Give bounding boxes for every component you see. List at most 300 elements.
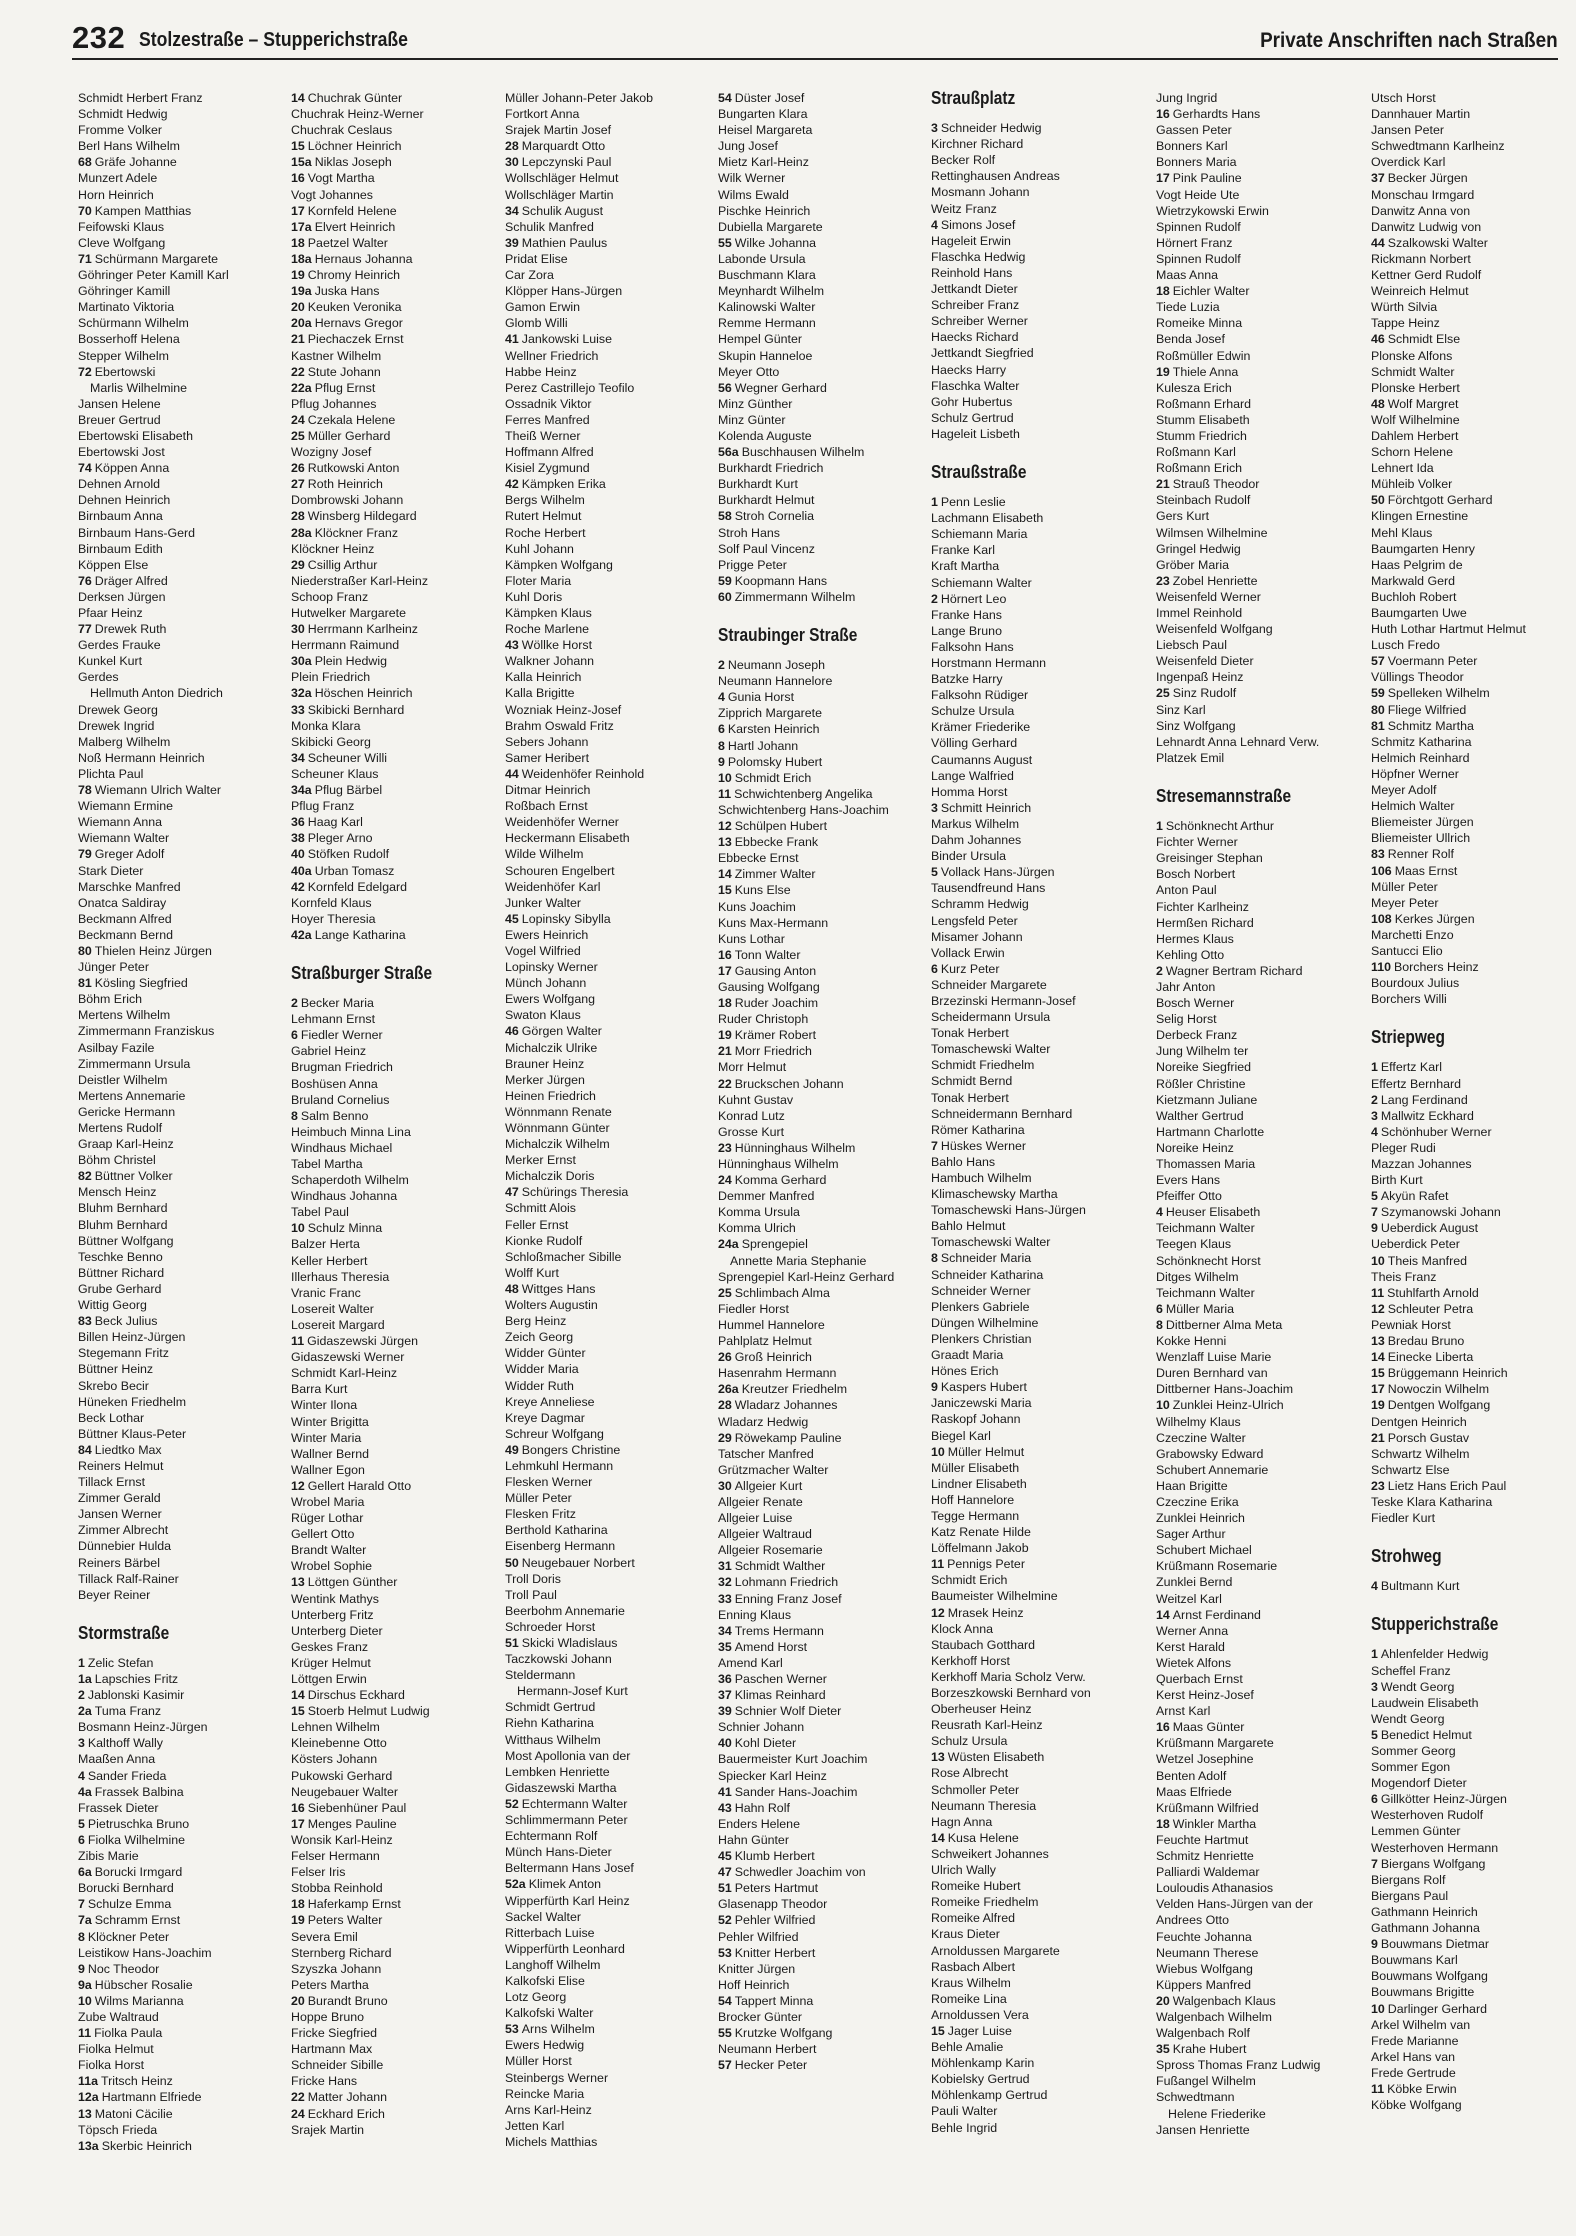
resident-name: Habbe Heinz — [505, 364, 577, 379]
resident-name: Eichler Walter — [1172, 284, 1250, 299]
resident-name: Polomsky Hubert — [727, 754, 823, 769]
directory-entry — [1156, 1381, 1338, 1397]
house-number: 17a — [291, 219, 312, 234]
directory-entry — [78, 299, 260, 315]
resident-name: Löffelmann Jakob — [931, 1541, 1029, 1556]
directory-entry — [718, 1574, 900, 1590]
resident-name: Drewek Ruth — [94, 622, 167, 637]
directory-entry — [291, 476, 473, 492]
resident-name: Pflug Franz — [291, 799, 355, 814]
resident-name: Remme Hermann — [718, 316, 816, 331]
resident-name: Lietz Hans Erich Paul — [1387, 1478, 1507, 1493]
resident-name: Stroh Hans — [718, 525, 780, 540]
resident-name: Schmoller Peter — [931, 1782, 1020, 1797]
resident-name: Gidaszewski Werner — [291, 1350, 405, 1365]
resident-name: Kalinowski Walter — [718, 300, 816, 315]
resident-name: Falksohn Rüdiger — [931, 688, 1029, 703]
resident-name: Deistler Wilhelm — [78, 1072, 168, 1087]
resident-name: Stegemann Fritz — [78, 1346, 169, 1361]
directory-entry — [718, 203, 900, 219]
directory-entry — [1371, 895, 1553, 911]
directory-entry — [291, 508, 473, 524]
resident-name: Schmitz Martha — [1387, 718, 1474, 733]
directory-entry — [78, 1442, 260, 1458]
directory-entry — [1156, 1784, 1338, 1800]
directory-entry — [78, 187, 260, 203]
resident-name: Kuns Else — [734, 883, 791, 898]
house-number: 11 — [1371, 1285, 1385, 1300]
resident-name: Westerhoven Hermann — [1371, 1840, 1499, 1855]
resident-name: Scheffel Franz — [1371, 1663, 1451, 1678]
resident-name: Falksohn Hans — [931, 639, 1014, 654]
resident-name: Beerbohm Annemarie — [505, 1603, 625, 1618]
resident-name: Frassek Dieter — [78, 1800, 159, 1815]
directory-entry — [1371, 525, 1553, 541]
directory-entry — [291, 895, 473, 911]
directory-entry — [931, 929, 1113, 945]
resident-name: Teichmann Walter — [1156, 1285, 1255, 1300]
directory-entry — [718, 1832, 900, 1848]
directory-entry — [718, 1687, 900, 1703]
resident-name: Köppen Else — [78, 557, 149, 572]
house-number: 40 — [718, 1736, 732, 1751]
directory-entry — [505, 2118, 687, 2134]
resident-name: Berl Hans Wilhelm — [78, 139, 180, 154]
resident-name: Rasbach Albert — [931, 1959, 1016, 1974]
resident-name: Vranic Franc — [291, 1285, 361, 1300]
directory-entry — [1371, 1220, 1553, 1236]
resident-name: Kämpken Klaus — [505, 606, 592, 620]
directory-entry — [931, 2103, 1113, 2119]
directory-entry — [931, 1411, 1113, 1427]
resident-name: Behle Amalie — [931, 2040, 1004, 2055]
directory-entry — [718, 1027, 900, 1043]
resident-name: Kohl Dieter — [734, 1736, 797, 1751]
resident-name: Illerhaus Theresia — [291, 1269, 390, 1284]
resident-name: Fiolka Horst — [78, 2058, 145, 2073]
directory-entry — [1371, 1269, 1553, 1285]
resident-name: Löttgen Erwin — [291, 1672, 367, 1686]
directory-entry — [505, 235, 687, 251]
resident-name: Schwichtenberg Angelika — [734, 786, 873, 801]
directory-entry — [931, 623, 1113, 639]
house-number: 42a — [291, 927, 312, 942]
resident-name: Gröber Maria — [1156, 557, 1229, 572]
resident-name: Neugebauer Norbert — [521, 1555, 635, 1570]
resident-name: Romeike Hubert — [931, 1879, 1021, 1894]
directory-entry — [931, 1975, 1113, 1991]
directory-entry — [505, 1281, 687, 1297]
resident-name: Ebbecke Frank — [734, 835, 819, 850]
directory-entry — [931, 1041, 1113, 1057]
directory-entry — [78, 1977, 260, 1993]
directory-entry — [931, 1299, 1113, 1315]
resident-name: Teichmann Walter — [1156, 1221, 1255, 1236]
resident-name: Hambuch Wilhelm — [931, 1171, 1032, 1185]
house-number: 10 — [78, 1993, 92, 2008]
resident-name: Neumann Therese — [1156, 1945, 1259, 1960]
directory-entry — [1156, 187, 1338, 203]
directory-entry — [931, 378, 1113, 394]
resident-name: Junker Walter — [505, 895, 581, 910]
resident-name: Biergans Rolf — [1371, 1872, 1446, 1887]
resident-name: Bouwmans Dietmar — [1380, 1937, 1490, 1952]
directory-entry — [931, 233, 1113, 249]
directory-entry — [505, 1265, 687, 1281]
resident-name: Kastner Wilhelm — [291, 348, 382, 363]
resident-name: Gellert Harald Otto — [307, 1478, 412, 1493]
resident-name: Pennigs Peter — [947, 1557, 1025, 1572]
house-number: 40a — [291, 863, 312, 878]
resident-name: Dittberner Hans-Joachim — [1156, 1382, 1294, 1397]
resident-name: Tomaschewski Walter — [931, 1235, 1051, 1250]
resident-name: Feller Ernst — [505, 1217, 569, 1232]
resident-name: Reiners Helmut — [78, 1458, 164, 1473]
resident-name: Wrobel Maria — [291, 1494, 365, 1509]
house-number: 12 — [718, 819, 732, 834]
directory-entry — [1156, 1639, 1338, 1655]
directory-entry — [931, 249, 1113, 265]
resident-name: Haag Karl — [307, 815, 363, 830]
resident-name: Romeike Minna — [1156, 316, 1243, 331]
directory-entry — [291, 557, 473, 573]
directory-entry — [1156, 1269, 1338, 1285]
directory-entry — [718, 1526, 900, 1542]
resident-name: Bluhm Bernhard — [78, 1201, 168, 1216]
resident-name: Ebbecke Ernst — [718, 851, 799, 866]
house-number: 4 — [1371, 1579, 1378, 1594]
directory-entry — [718, 1043, 900, 1059]
resident-name: Stöfken Rudolf — [307, 847, 390, 862]
resident-name: Wallner Egon — [291, 1462, 365, 1477]
directory-entry — [718, 476, 900, 492]
directory-entry — [718, 1333, 900, 1349]
house-number: 21 — [1156, 477, 1170, 492]
resident-name: Zelic Stefan — [87, 1655, 154, 1670]
directory-entry — [1156, 2057, 1338, 2073]
resident-name: Kalkofski Elise — [505, 1973, 585, 1988]
resident-name: Gathmann Johanna — [1371, 1921, 1480, 1936]
directory-entry — [1371, 1984, 1553, 2000]
resident-name: Theis Franz — [1371, 1269, 1437, 1284]
directory-entry — [718, 557, 900, 573]
resident-name: Vogt Martha — [307, 171, 375, 186]
resident-name: Marchetti Enzo — [1371, 927, 1454, 942]
resident-name: Kunkel Kurt — [78, 654, 143, 669]
resident-name: Wipperfürth Leonhard — [505, 1941, 625, 1956]
section-title: Private Anschriften nach Straßen — [1260, 29, 1558, 52]
resident-name: Unterberg Dieter — [291, 1623, 383, 1638]
house-number: 1 — [1371, 1647, 1378, 1662]
resident-name: Brüggemann Heinrich — [1387, 1366, 1508, 1381]
resident-name: Pahlplatz Helmut — [718, 1334, 812, 1349]
resident-name: Heisel Margareta — [718, 123, 813, 138]
directory-entry — [505, 460, 687, 476]
resident-name: Brugman Friedrich — [291, 1060, 393, 1075]
house-number: 18 — [1156, 284, 1170, 299]
resident-name: Plonske Herbert — [1371, 380, 1460, 395]
directory-entry — [931, 217, 1113, 233]
resident-name: Ewers Wolfgang — [505, 992, 595, 1007]
resident-name: Wolff Kurt — [505, 1265, 559, 1280]
directory-entry — [78, 846, 260, 862]
directory-entry — [291, 750, 473, 766]
resident-name: Mathien Paulus — [521, 235, 608, 250]
directory-entry — [1371, 299, 1553, 315]
resident-name: Kulesza Erich — [1156, 380, 1232, 395]
resident-name: Lemmen Günter — [1371, 1824, 1461, 1839]
resident-name: Utsch Horst — [1371, 91, 1436, 105]
resident-name: Mazzan Johannes — [1371, 1157, 1472, 1171]
directory-entry — [1371, 1317, 1553, 1333]
directory-entry — [78, 863, 260, 879]
resident-name: Stoerb Helmut Ludwig — [307, 1704, 430, 1719]
house-number: 41 — [505, 332, 519, 347]
directory-entry — [718, 1961, 900, 1977]
resident-name: Kerkhoff Horst — [931, 1653, 1010, 1668]
house-number: 13 — [78, 2106, 92, 2121]
resident-name: Schmidt Erich — [734, 770, 812, 785]
directory-entry — [505, 1345, 687, 1361]
directory-entry — [505, 1168, 687, 1184]
directory-entry — [1156, 348, 1338, 364]
resident-name: Köbke Erwin — [1387, 2081, 1457, 2096]
resident-name: Ewers Heinrich — [505, 927, 589, 942]
resident-name: Eckhard Erich — [307, 2106, 385, 2121]
house-number: 77 — [78, 622, 92, 637]
resident-name: Borchers Heinz — [1394, 960, 1479, 975]
house-number: 4 — [718, 690, 725, 705]
resident-name: Wietek Alfons — [1156, 1655, 1232, 1670]
house-number: 8 — [718, 738, 725, 753]
resident-name: Römer Katharina — [931, 1122, 1025, 1137]
directory-entry — [718, 2041, 900, 2057]
resident-name: Gericke Hermann — [78, 1104, 176, 1119]
resident-name: Mertens Annemarie — [78, 1088, 186, 1103]
resident-name: Konrad Lutz — [718, 1108, 785, 1123]
directory-entry — [1156, 1896, 1338, 1912]
resident-name: Schmidt Karl-Heinz — [291, 1366, 398, 1381]
resident-name: Minz Günther — [718, 396, 793, 411]
directory-entry — [291, 170, 473, 186]
resident-name: Allgeier Waltraud — [718, 1527, 812, 1542]
directory-entry — [1371, 1775, 1553, 1791]
house-number: 34 — [718, 1623, 732, 1638]
resident-name: Fiedler Horst — [718, 1301, 789, 1316]
directory-entry — [291, 2106, 473, 2122]
resident-name: Michalczik Wilhelm — [505, 1137, 610, 1152]
directory-entry — [931, 703, 1113, 719]
directory-entry — [1156, 995, 1338, 1011]
directory-entry — [1156, 2073, 1338, 2089]
directory-entry — [78, 814, 260, 830]
resident-name: Teske Klara Katharina — [1371, 1494, 1493, 1509]
directory-entry — [931, 265, 1113, 281]
resident-name: Groß Heinrich — [734, 1350, 812, 1365]
directory-entry — [78, 122, 260, 138]
house-number: 45 — [505, 911, 519, 926]
resident-name: Büttner Volker — [94, 1169, 173, 1184]
resident-name: Hermann-Josef Kurt — [517, 1684, 628, 1699]
directory-entry — [505, 1313, 687, 1329]
directory-entry — [1156, 1076, 1338, 1092]
resident-name: Stepper Wilhelm — [78, 348, 169, 363]
directory-entry — [1156, 637, 1338, 653]
directory-entry — [1371, 1872, 1553, 1888]
resident-name: Töpsch Frieda — [78, 2122, 158, 2137]
resident-name: Beyer Reiner — [78, 1587, 151, 1602]
resident-name: Biergans Paul — [1371, 1888, 1449, 1903]
resident-name: Krämer Robert — [734, 1028, 817, 1043]
resident-name: Trems Hermann — [734, 1623, 824, 1638]
directory-entry — [931, 510, 1113, 526]
directory-entry — [931, 1170, 1113, 1186]
resident-name: Zimmermann Franziskus — [78, 1024, 215, 1039]
directory-entry — [505, 1683, 687, 1699]
directory-entry — [291, 1108, 473, 1124]
resident-name: Schneider Katharina — [931, 1267, 1044, 1282]
house-number: 28a — [291, 525, 312, 540]
column-5 — [931, 90, 1113, 2220]
resident-name: Graadt Maria — [931, 1348, 1004, 1363]
resident-name: Kerkhoff Maria Scholz Verw. — [931, 1669, 1086, 1684]
directory-entry — [931, 2055, 1113, 2071]
directory-entry — [931, 1476, 1113, 1492]
resident-name: Burkhardt Friedrich — [718, 461, 824, 476]
house-number: 52 — [505, 1796, 519, 1811]
directory-entry — [1156, 1285, 1338, 1301]
resident-name: Lohmann Friedrich — [734, 1575, 839, 1590]
directory-entry — [505, 991, 687, 1007]
resident-name: Darlinger Gerhard — [1387, 2001, 1487, 2016]
directory-entry — [718, 1751, 900, 1767]
directory-entry — [291, 995, 473, 1011]
resident-name: Borucki Bernhard — [78, 1881, 174, 1896]
resident-name: Szalkowski Walter — [1387, 235, 1488, 250]
directory-entry — [291, 122, 473, 138]
directory-entry — [931, 2071, 1113, 2087]
directory-entry — [718, 525, 900, 541]
resident-name: Spelleken Wilhelm — [1387, 686, 1490, 701]
resident-name: Kämpken Wolfgang — [505, 557, 613, 572]
directory-entry — [291, 814, 473, 830]
resident-name: Breuer Gertrud — [78, 412, 161, 427]
directory-entry — [291, 2122, 473, 2138]
directory-entry — [931, 1009, 1113, 1025]
resident-name: Frede Gertrude — [1371, 2065, 1456, 2080]
directory-entry — [1371, 1920, 1553, 1936]
resident-name: Mogendorf Dieter — [1371, 1776, 1467, 1791]
directory-entry — [78, 203, 260, 219]
resident-name: Tatscher Manfred — [718, 1446, 814, 1461]
directory-entry — [78, 1329, 260, 1345]
directory-entry — [291, 1929, 473, 1945]
directory-entry — [718, 396, 900, 412]
resident-name: Zeich Georg — [505, 1330, 574, 1345]
directory-entry — [718, 1365, 900, 1381]
resident-name: Mühleib Volker — [1371, 477, 1453, 492]
resident-name: Skerbic Heinrich — [101, 2138, 192, 2153]
resident-name: Ahlenfelder Hedwig — [1380, 1647, 1489, 1662]
resident-name: Wönnmann Renate — [505, 1104, 612, 1119]
resident-name: Hernaus Johanna — [314, 251, 413, 266]
directory-entry — [931, 1926, 1113, 1942]
resident-name: Thiele Anna — [1172, 364, 1239, 379]
resident-name: Bongers Christine — [521, 1442, 621, 1457]
directory-entry — [78, 170, 260, 186]
resident-name: Greger Adolf — [94, 847, 165, 862]
directory-entry — [1156, 1542, 1338, 1558]
directory-entry — [1371, 396, 1553, 412]
resident-name: Hartmann Elfriede — [101, 2090, 202, 2105]
resident-name: Ewers Hedwig — [505, 2038, 585, 2053]
directory-entry — [505, 1474, 687, 1490]
house-number: 56a — [718, 445, 739, 460]
resident-name: Mensch Heinz — [78, 1185, 157, 1200]
street-heading: Straußstraße — [931, 461, 1027, 482]
house-number: 22 — [291, 2090, 305, 2105]
directory-entry — [718, 138, 900, 154]
directory-entry — [291, 1800, 473, 1816]
resident-name: Heuser Elisabeth — [1165, 1205, 1261, 1220]
directory-entry — [1371, 380, 1553, 396]
house-number: 9 — [718, 754, 725, 769]
directory-entry — [718, 106, 900, 122]
resident-name: Wentink Mathys — [291, 1591, 379, 1606]
directory-entry — [718, 1269, 900, 1285]
directory-entry — [931, 1106, 1113, 1122]
directory-entry — [931, 2007, 1113, 2023]
house-number: 26a — [718, 1382, 739, 1397]
directory-entry — [1371, 814, 1553, 830]
house-number: 1 — [931, 495, 938, 510]
directory-entry — [78, 2106, 260, 2122]
resident-name: Kämpken Erika — [521, 477, 606, 492]
resident-name: Schlimbach Alma — [734, 1285, 830, 1300]
resident-name: Vollack Hans-Jürgen — [940, 865, 1055, 880]
resident-name: Duren Bernhard van — [1156, 1366, 1268, 1381]
house-number: 34a — [291, 783, 312, 798]
directory-entry — [291, 315, 473, 331]
resident-name: Vogt Heide Ute — [1156, 187, 1240, 202]
directory-entry — [505, 1651, 687, 1667]
directory-entry — [505, 1184, 687, 1200]
resident-name: Bruckschen Johann — [734, 1076, 844, 1091]
directory-entry — [505, 219, 687, 235]
directory-entry — [78, 557, 260, 573]
resident-name: Schneider Maria — [940, 1251, 1032, 1266]
resident-name: Hartmann Charlotte — [1156, 1124, 1265, 1139]
resident-name: Baumeister Wilhelmine — [931, 1589, 1058, 1604]
directory-entry — [291, 251, 473, 267]
resident-name: Gabriel Heinz — [291, 1044, 367, 1059]
directory-entry — [1156, 818, 1338, 834]
resident-name: Immel Reinhold — [1156, 606, 1243, 620]
resident-name: Morr Helmut — [718, 1060, 787, 1075]
directory-entry — [291, 1751, 473, 1767]
resident-name: Wiebus Wolfgang — [1156, 1961, 1253, 1976]
directory-entry — [718, 1784, 900, 1800]
resident-name: Frede Marianne — [1371, 2033, 1459, 2048]
resident-name: Haan Brigitte — [1156, 1478, 1228, 1493]
directory-entry — [931, 410, 1113, 426]
directory-entry — [1371, 460, 1553, 476]
directory-entry — [1371, 1695, 1553, 1711]
directory-entry — [78, 1522, 260, 1538]
resident-name: Bliemeister Jürgen — [1371, 815, 1474, 830]
house-number: 25 — [718, 1285, 732, 1300]
resident-name: Maas Elfriede — [1156, 1784, 1232, 1799]
